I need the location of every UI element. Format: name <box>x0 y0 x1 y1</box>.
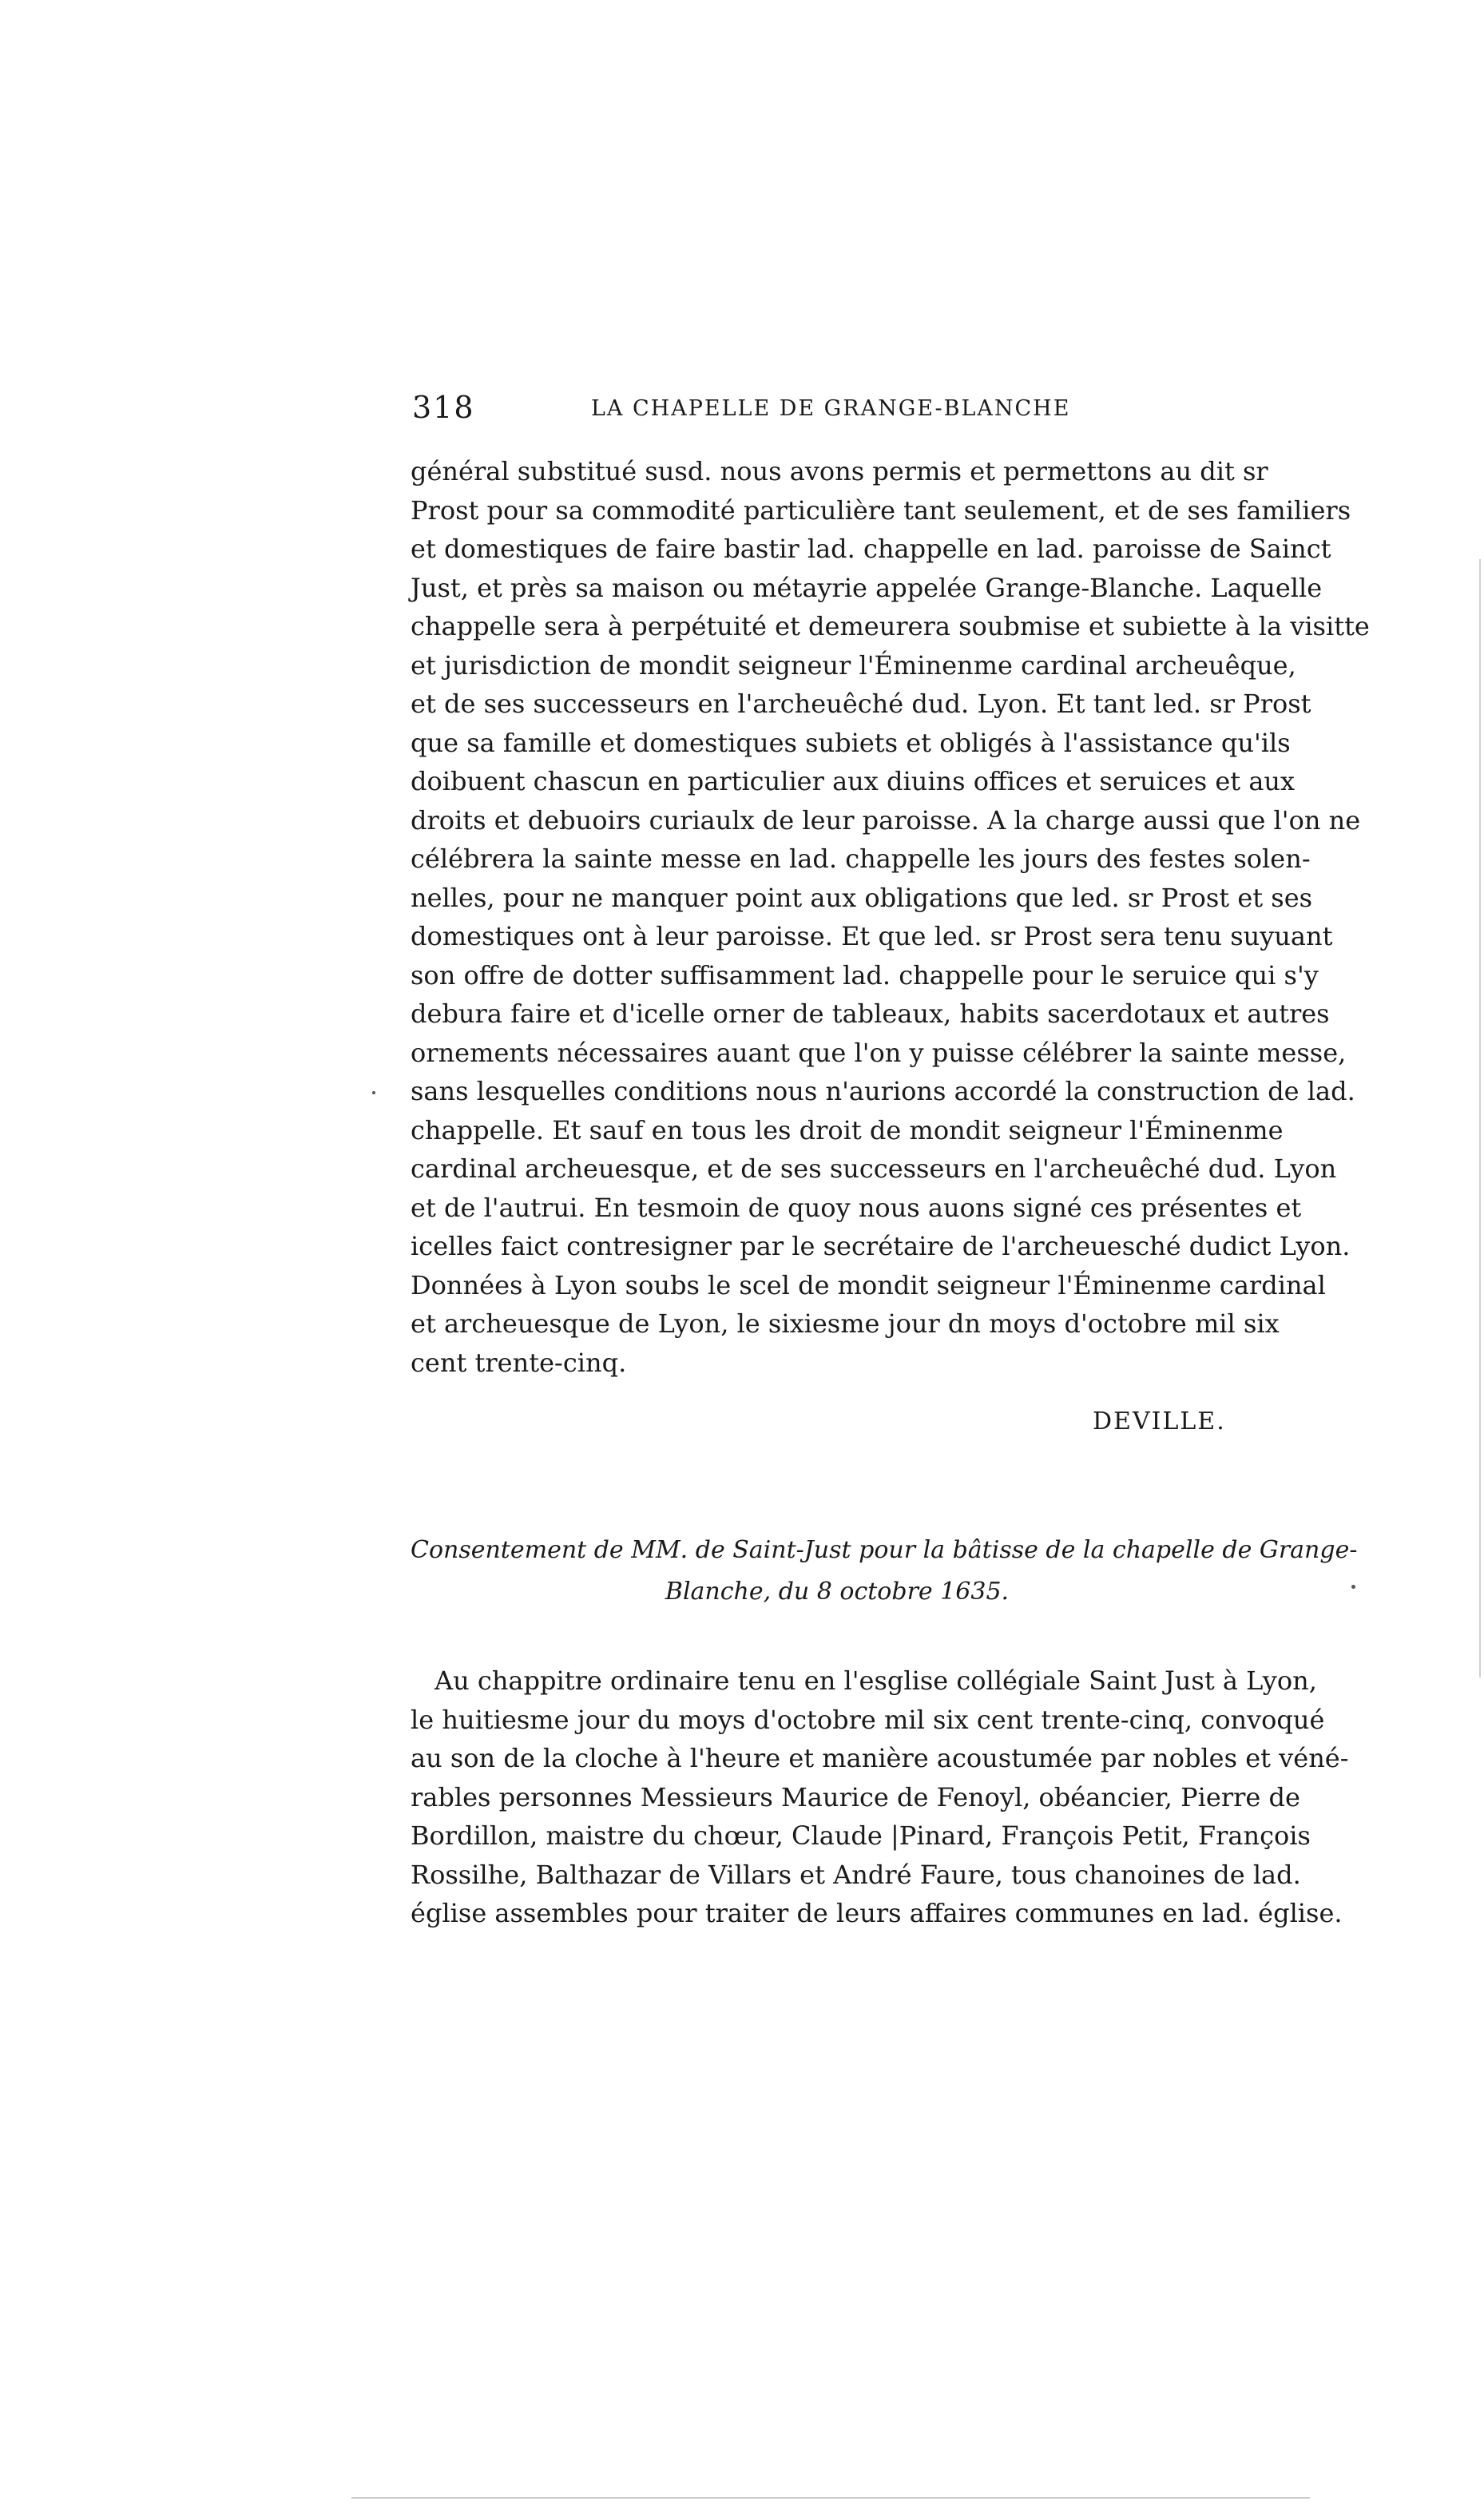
text-line: droits et debuoirs curiaulx de leur paroisse. A la charge aussi que l'on ne <box>411 804 1361 836</box>
text-line: célébrera la sainte messe en lad. chappelle les jours des festes solen- <box>411 844 1311 874</box>
text-line: que sa famille et domestiques subiets et obligés à l'assistance qu'ils <box>411 727 1291 758</box>
scan-speck <box>1351 1585 1355 1589</box>
text-line: Bordillon, maistre du chœur, Claude |Pinard, François Petit, François <box>411 1820 1311 1851</box>
scan-edge <box>351 2497 1310 2499</box>
text-line: ornements nécessaires auant que l'on y puisse célébrer la sainte messe, <box>411 1037 1347 1068</box>
heading-line: Consentement de MM. de Saint-Just pour la bâtisse de la chapelle de Grange- <box>411 1536 1358 1564</box>
text-line: et archeuesque de Lyon, le sixiesme jour dn moys d'octobre mil six <box>411 1308 1280 1339</box>
text-line: et jurisdiction de mondit seigneur l'Éminenme cardinal archeuêque, <box>411 649 1296 681</box>
text-line: cent trente-cinq. <box>411 1347 627 1378</box>
signature: DEVILLE. <box>1093 1407 1226 1435</box>
text-line: et de l'autrui. En tesmoin de quoy nous auons signé ces présentes et <box>411 1192 1302 1223</box>
text-line: Au chappitre ordinaire tenu en l'esglise collégiale Saint Just à Lyon, <box>434 1665 1317 1696</box>
text-line: et de ses successeurs en l'archeuêché dud. Lyon. Et tant led. sr Prost <box>411 689 1311 719</box>
text-line: domestiques ont à leur paroisse. Et que led. sr Prost sera tenu suyuant <box>411 921 1333 951</box>
text-line: Rossilhe, Balthazar de Villars et André Faure, tous chanoines de lad. <box>411 1859 1301 1890</box>
text-line: chappelle sera à perpétuité et demeurera soubmise et subiette à la visitte <box>411 611 1370 641</box>
text-line: le huitiesme jour du moys d'octobre mil six cent trente-cinq, convoqué <box>411 1704 1325 1735</box>
text-line: Données à Lyon soubs le scel de mondit seigneur l'Éminenme cardinal <box>411 1269 1326 1300</box>
text-line: nelles, pour ne manquer point aux obligations que led. sr Prost et ses <box>411 882 1313 913</box>
page-header <box>412 390 1259 438</box>
text-line: doibuent chascun en particulier aux diuins offices et seruices et aux <box>411 766 1296 796</box>
running-title: LA CHAPELLE DE GRANGE-BLANCHE <box>591 396 1071 421</box>
heading-line: Blanche, du 8 octobre 1635. <box>665 1578 1010 1606</box>
text-line: sans lesquelles conditions nous n'aurions accordé la construction de lad. <box>411 1076 1355 1106</box>
text-line: église assembles pour traiter de leurs affaires communes en lad. église. <box>411 1898 1343 1928</box>
text-line: cardinal archeuesque, et de ses successeurs en l'archeuêché dud. Lyon <box>411 1153 1337 1184</box>
text-line: Just, et près sa maison ou métayrie appelée Grange-Blanche. Laquelle <box>411 572 1323 603</box>
text-line: debura faire et d'icelle orner de tableaux, habits sacerdotaux et autres <box>411 998 1330 1029</box>
section-heading <box>411 1530 1358 1613</box>
text-line: général substitué susd. nous avons permis et permettons au dit sr <box>411 456 1268 486</box>
body-paragraph <box>411 452 1370 1382</box>
second-paragraph <box>411 1661 1349 1933</box>
text-line: Prost pour sa commodité particulière tant seulement, et de ses familiers <box>411 494 1351 526</box>
text-line: son offre de dotter suffisamment lad. chappelle pour le seruice qui s'y <box>411 959 1319 990</box>
scan-edge <box>1479 559 1481 1677</box>
page-number: 318 <box>412 390 475 425</box>
scan-speck <box>372 1091 375 1094</box>
text-line: et domestiques de faire bastir lad. chappelle en lad. paroisse de Sainct <box>411 534 1331 564</box>
text-line: icelles faict contresigner par le secrétaire de l'archeuesché dudict Lyon. <box>411 1231 1351 1261</box>
text-line: rables personnes Messieurs Maurice de Fenoyl, obéancier, Pierre de <box>411 1781 1300 1812</box>
text-line: chappelle. Et sauf en tous les droit de mondit seigneur l'Éminenme <box>411 1114 1284 1145</box>
text-line: au son de la cloche à l'heure et manière acoustumée par nobles et véné- <box>411 1743 1349 1773</box>
